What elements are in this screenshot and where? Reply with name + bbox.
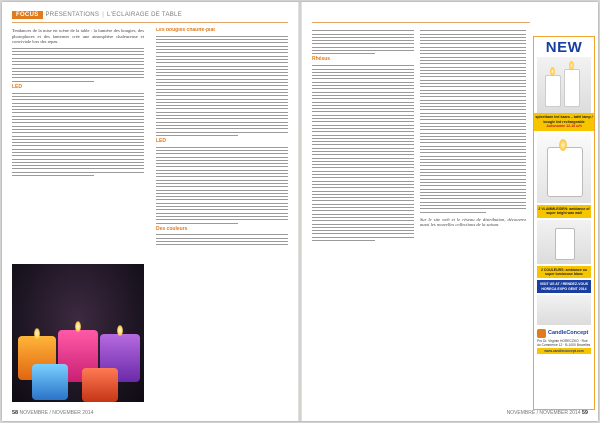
subheading-led-2: LED [156,137,166,144]
intro-paragraph: Tendances de la mise en scène de la table : la lumière des bougies, des photophores et des lanternes crée une atmosphère chaleureuse et conviviale lors des repas. [12,28,144,45]
body-text [312,30,414,54]
subheading-bougies: Les bougies chauffe-plat [156,28,215,33]
header-title: L'ECLAIRAGE DE TABLE [107,11,182,18]
ad-brand-name: CandleConcept [548,330,589,337]
ad-block-2: 2 COULEURS: ambiance ou super lumineuse blanc [537,266,591,279]
page-number: 59 [581,410,588,416]
body-text [156,36,288,136]
left-folio [12,410,93,416]
subheading-led: LED [12,83,22,90]
header-separator: | [102,11,105,18]
left-page [2,2,298,421]
folio-text: NOVEMBRE / NOVEMBER 2014 [19,410,94,416]
page-header [12,9,182,20]
body-text [12,48,144,82]
ad-new-label: NEW [545,38,583,56]
brand-logo-icon [537,329,546,338]
left-column-1 [12,28,144,260]
header-category: PRESENTATIONS [45,11,100,18]
body-text [156,147,288,224]
right-page [302,2,598,421]
body-text [156,234,288,245]
body-text [12,93,144,176]
ad-tagline [534,113,594,131]
candleconcept-ad[interactable] [533,36,595,410]
ad-block-1: 2 VLAMMLEIDEN: ambiance of super bright wax wall [537,205,591,218]
subheading-couleurs: Des couleurs [156,225,188,232]
ad-address: Pro Dr. Virginie HORECZKO · Rue du Commerce 12 · B-1000 Bruxelles [537,339,591,348]
ad-expo-banner: VISIT US AT / RENDEZ-VOUS HORECA EXPO GENT 2014 [537,280,591,293]
subheading-rhesus: Rhésus [312,56,331,63]
body-text [420,30,526,212]
right-column-1 [312,28,414,412]
page-number: 58 [12,410,19,416]
ad-lamp-image [537,220,591,264]
header-rule-right [312,22,530,23]
ad-autonomy: Autonomie 12-16 u/h [546,124,582,129]
candles-photo [12,264,144,402]
body-text [312,65,414,241]
ad-small-image [537,295,591,325]
magazine-spread [2,2,598,421]
ad-tagline-text: spleetbare led kaars – tafel lamp / bougie led rechargeable [535,115,593,124]
ad-candle-image [537,57,591,113]
ad-product-image [537,133,591,203]
right-folio [507,410,588,416]
ad-website[interactable]: www.candleconcept.com [537,348,591,354]
right-column-2 [420,28,526,412]
folio-text: NOVEMBRE / NOVEMBER 2014 [506,410,581,416]
section-tag: FOCUS [12,11,43,19]
left-column-2 [156,28,288,412]
header-rule [12,22,288,23]
closing-paragraph: Sur le site web et le réseau de distribution, découvrez aussi les nouvelles collections de la saison. [420,216,526,228]
ad-brand [537,328,591,338]
